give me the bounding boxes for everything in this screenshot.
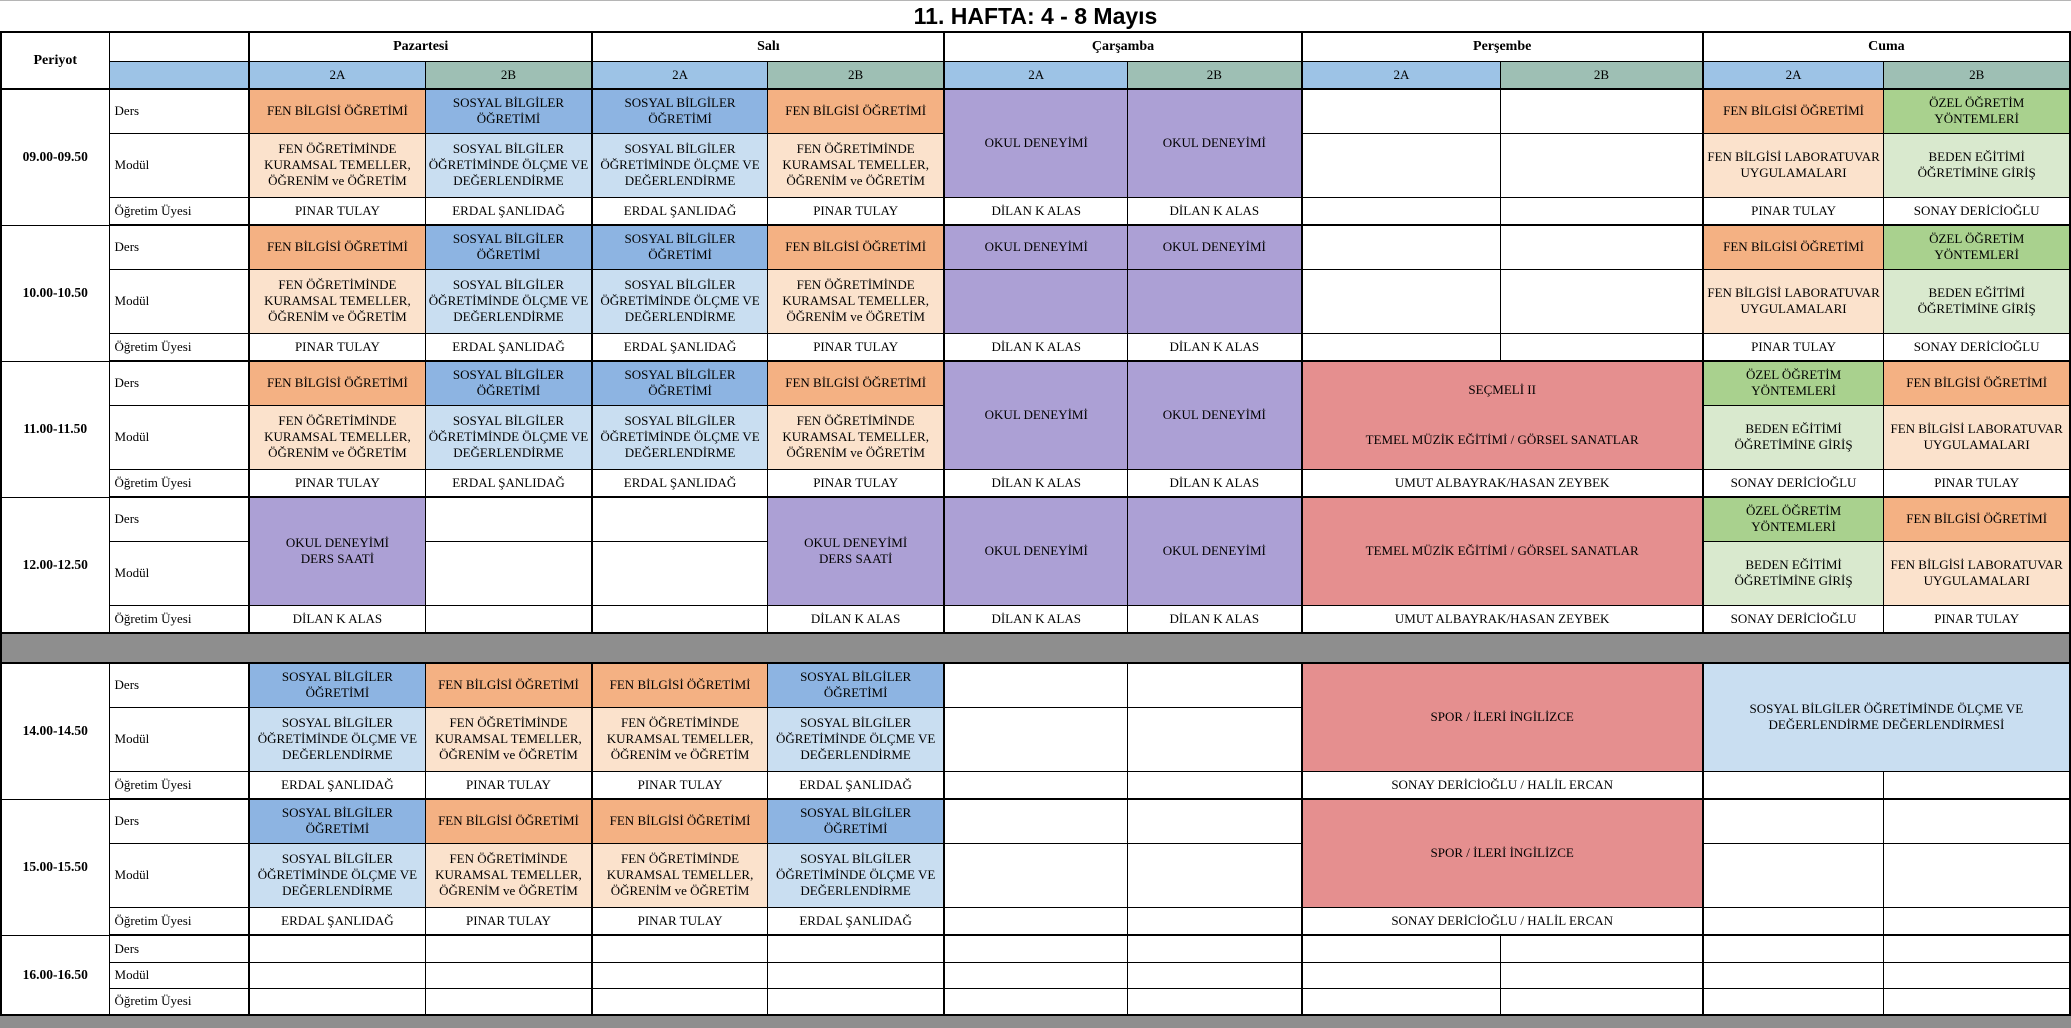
empty-cell — [1302, 333, 1501, 361]
ogretim-uyesi-row — [1, 469, 2070, 497]
empty-cell — [944, 843, 1127, 907]
course-cell: OKUL DENEYİMİ — [1128, 225, 1302, 269]
empty-cell — [1703, 799, 1884, 843]
class-header-2b: 2B — [425, 61, 592, 89]
empty-cell — [1501, 935, 1703, 962]
course-cell: SOSYAL BİLGİLER ÖĞRETİMİ — [249, 663, 425, 707]
empty-cell — [425, 541, 592, 605]
empty-cell — [425, 962, 592, 988]
empty-cell — [1501, 333, 1703, 361]
teacher-cell: ERDAL ŞANLIDAĞ — [425, 333, 592, 361]
time-cell: 10.00-10.50 — [1, 225, 109, 361]
empty-cell — [425, 497, 592, 541]
page-title: 11. HAFTA: 4 - 8 Mayıs — [0, 0, 2071, 31]
class-header-2b: 2B — [1501, 61, 1703, 89]
module-cell: SOSYAL BİLGİLER ÖĞRETİMİNDE ÖLÇME VE DEĞERLENDİRME — [592, 269, 767, 333]
ogretim-uyesi-row — [1, 907, 2070, 935]
teacher-cell: DİLAN K ALAS — [944, 333, 1127, 361]
empty-cell — [1703, 843, 1884, 907]
row-label-ogretim: Öğretim Üyesi — [109, 469, 249, 497]
module-cell: SOSYAL BİLGİLER ÖĞRETİMİNDE ÖLÇME VE DEĞERLENDİRME — [425, 133, 592, 197]
module-cell: SOSYAL BİLGİLER ÖĞRETİMİNDE ÖLÇME VE DEĞERLENDİRME — [249, 843, 425, 907]
module-cell: SOSYAL BİLGİLER ÖĞRETİMİNDE ÖLÇME VE DEĞERLENDİRME — [592, 405, 767, 469]
class-header-2b: 2B — [1884, 61, 2070, 89]
empty-cell — [767, 962, 944, 988]
course-cell: FEN BİLGİSİ ÖĞRETİMİ — [1884, 497, 2070, 541]
course-cell: FEN BİLGİSİ ÖĞRETİMİ — [767, 89, 944, 133]
module-cell: SOSYAL BİLGİLER ÖĞRETİMİNDE ÖLÇME VE DEĞERLENDİRME — [767, 707, 944, 771]
empty-cell — [1302, 935, 1501, 962]
teacher-cell: PINAR TULAY — [1703, 333, 1884, 361]
class-header-2a: 2A — [1703, 61, 1884, 89]
row-label-modul: Modül — [109, 133, 249, 197]
class-header-blank — [109, 61, 249, 89]
module-cell: FEN BİLGİSİ LABORATUVAR UYGULAMALARI — [1884, 405, 2070, 469]
course-cell: FEN BİLGİSİ ÖĞRETİMİ — [249, 361, 425, 405]
teacher-cell: ERDAL ŞANLIDAĞ — [767, 771, 944, 799]
teacher-cell: ERDAL ŞANLIDAĞ — [592, 469, 767, 497]
empty-cell — [592, 962, 767, 988]
course-cell: SOSYAL BİLGİLER ÖĞRETİMİ — [425, 225, 592, 269]
teacher-cell: UMUT ALBAYRAK/HASAN ZEYBEK — [1302, 469, 1703, 497]
row-label-ders: Ders — [109, 935, 249, 962]
teacher-cell: DİLAN K ALAS — [944, 197, 1127, 225]
module-cell: SOSYAL BİLGİLER ÖĞRETİMİNDE ÖLÇME VE DEĞERLENDİRME — [592, 133, 767, 197]
module-cell: SOSYAL BİLGİLER ÖĞRETİMİNDE ÖLÇME VE DEĞERLENDİRME — [425, 269, 592, 333]
teacher-cell: ERDAL ŞANLIDAĞ — [767, 907, 944, 935]
empty-cell — [249, 962, 425, 988]
course-cell: SOSYAL BİLGİLER ÖĞRETİMİ — [425, 89, 592, 133]
empty-cell — [1884, 907, 2070, 935]
empty-cell — [1703, 988, 1884, 1015]
course-cell: SOSYAL BİLGİLER ÖĞRETİMİ — [767, 799, 944, 843]
course-cell — [1302, 361, 1703, 469]
empty-cell — [1128, 935, 1302, 962]
row-label-modul: Modül — [109, 405, 249, 469]
ogretim-uyesi-row — [1, 605, 2070, 633]
modul-row — [1, 843, 2070, 907]
teacher-cell: ERDAL ŞANLIDAĞ — [592, 333, 767, 361]
course-cell: ÖZEL ÖĞRETİM YÖNTEMLERİ — [1884, 225, 2070, 269]
ogretim-uyesi-row — [1, 988, 2070, 1015]
course-cell: SOSYAL BİLGİLER ÖĞRETİMİ — [592, 361, 767, 405]
empty-cell — [944, 799, 1127, 843]
module-cell: FEN BİLGİSİ LABORATUVAR UYGULAMALARI — [1884, 541, 2070, 605]
empty-cell — [944, 988, 1127, 1015]
row-label-ogretim: Öğretim Üyesi — [109, 988, 249, 1015]
class-header-2b: 2B — [767, 61, 944, 89]
cell-line-1: SEÇMELİ II — [1468, 382, 1536, 398]
empty-cell — [592, 541, 767, 605]
row-label-ders: Ders — [109, 663, 249, 707]
course-cell: SOSYAL BİLGİLER ÖĞRETİMİ — [592, 225, 767, 269]
empty-cell — [425, 988, 592, 1015]
course-cell: SOSYAL BİLGİLER ÖĞRETİMİ — [425, 361, 592, 405]
course-cell: ÖZEL ÖĞRETİM YÖNTEMLERİ — [1884, 89, 2070, 133]
cell-line-2: DERS SAATİ — [300, 551, 375, 567]
teacher-cell: PINAR TULAY — [425, 771, 592, 799]
module-cell: FEN BİLGİSİ LABORATUVAR UYGULAMALARI — [1703, 133, 1884, 197]
empty-cell — [1501, 988, 1703, 1015]
ogretim-uyesi-row — [1, 333, 2070, 361]
corner-cell — [109, 32, 249, 61]
course-cell: FEN BİLGİSİ ÖĞRETİMİ — [1703, 89, 1884, 133]
empty-cell — [944, 269, 1127, 333]
empty-cell — [425, 935, 592, 962]
empty-cell — [1302, 962, 1501, 988]
empty-cell — [425, 605, 592, 633]
teacher-cell: ERDAL ŞANLIDAĞ — [425, 469, 592, 497]
empty-cell — [1302, 225, 1501, 269]
course-cell: FEN BİLGİSİ ÖĞRETİMİ — [592, 663, 767, 707]
module-cell: BEDEN EĞİTİMİ ÖĞRETİMİNE GİRİŞ — [1884, 133, 2070, 197]
modul-row — [1, 962, 2070, 988]
row-label-modul: Modül — [109, 707, 249, 771]
empty-cell — [1884, 988, 2070, 1015]
teacher-cell: DİLAN K ALAS — [944, 605, 1127, 633]
separator-band — [1, 633, 2070, 663]
class-header-2a: 2A — [592, 61, 767, 89]
teacher-cell: PINAR TULAY — [767, 197, 944, 225]
course-cell: FEN BİLGİSİ ÖĞRETİMİ — [249, 225, 425, 269]
teacher-cell: DİLAN K ALAS — [944, 469, 1127, 497]
module-cell: FEN ÖĞRETİMİNDE KURAMSAL TEMELLER, ÖĞRENİM ve ÖĞRETİM — [767, 405, 944, 469]
row-label-ders: Ders — [109, 361, 249, 405]
empty-cell — [944, 935, 1127, 962]
empty-cell — [1501, 269, 1703, 333]
day-header-sali: Salı — [592, 32, 944, 61]
course-cell: OKUL DENEYİMİ — [944, 361, 1127, 469]
teacher-cell: SONAY DERİCİOĞLU / HALİL ERCAN — [1302, 907, 1703, 935]
empty-cell — [944, 962, 1127, 988]
row-label-ogretim: Öğretim Üyesi — [109, 333, 249, 361]
teacher-cell: DİLAN K ALAS — [767, 605, 944, 633]
module-cell: FEN ÖĞRETİMİNDE KURAMSAL TEMELLER, ÖĞRENİM ve ÖĞRETİM — [249, 133, 425, 197]
time-cell: 09.00-09.50 — [1, 89, 109, 225]
empty-cell — [1501, 225, 1703, 269]
empty-cell — [1128, 269, 1302, 333]
course-cell: OKUL DENEYİMİ — [944, 225, 1127, 269]
day-header-row — [1, 32, 2070, 61]
empty-cell — [1703, 907, 1884, 935]
empty-cell — [592, 988, 767, 1015]
empty-cell — [1128, 771, 1302, 799]
course-cell: SOSYAL BİLGİLER ÖĞRETİMİNDE ÖLÇME VE DEĞERLENDİRME DEĞERLENDİRMESİ — [1703, 663, 2070, 771]
ders-row — [1, 225, 2070, 269]
course-cell — [767, 497, 944, 605]
empty-cell — [592, 935, 767, 962]
lunch-separator-row — [1, 633, 2070, 663]
cell-line-1: OKUL DENEYİMİ — [804, 535, 908, 551]
teacher-cell: DİLAN K ALAS — [249, 605, 425, 633]
module-cell: FEN ÖĞRETİMİNDE KURAMSAL TEMELLER, ÖĞRENİM ve ÖĞRETİM — [592, 843, 767, 907]
class-header-2a: 2A — [1302, 61, 1501, 89]
ders-row — [1, 799, 2070, 843]
teacher-cell: SONAY DERİCİOĞLU — [1703, 469, 1884, 497]
day-header-cuma: Cuma — [1703, 32, 2070, 61]
teacher-cell: SONAY DERİCİOĞLU — [1703, 605, 1884, 633]
cell-line-2: TEMEL MÜZİK EĞİTİMİ / GÖRSEL SANATLAR — [1365, 432, 1639, 448]
empty-cell — [1501, 962, 1703, 988]
empty-cell — [1302, 988, 1501, 1015]
teacher-cell: PINAR TULAY — [767, 469, 944, 497]
course-cell: FEN BİLGİSİ ÖĞRETİMİ — [425, 799, 592, 843]
class-header-2a: 2A — [944, 61, 1127, 89]
ders-row — [1, 361, 2070, 405]
empty-cell — [1703, 962, 1884, 988]
module-cell: SOSYAL BİLGİLER ÖĞRETİMİNDE ÖLÇME VE DEĞERLENDİRME — [767, 843, 944, 907]
empty-cell — [1884, 843, 2070, 907]
course-cell: OKUL DENEYİMİ — [1128, 361, 1302, 469]
empty-cell — [249, 988, 425, 1015]
day-header-persembe: Perşembe — [1302, 32, 1703, 61]
module-cell: BEDEN EĞİTİMİ ÖĞRETİMİNE GİRİŞ — [1884, 269, 2070, 333]
empty-cell — [944, 663, 1127, 707]
empty-cell — [1703, 771, 1884, 799]
course-cell: SOSYAL BİLGİLER ÖĞRETİMİ — [767, 663, 944, 707]
empty-cell — [944, 771, 1127, 799]
empty-cell — [1128, 707, 1302, 771]
empty-cell — [1501, 89, 1703, 133]
empty-cell — [1501, 133, 1703, 197]
empty-cell — [1884, 962, 2070, 988]
empty-cell — [944, 707, 1127, 771]
teacher-cell: DİLAN K ALAS — [1128, 197, 1302, 225]
bottom-gray-strip — [0, 1016, 2071, 1028]
empty-cell — [592, 605, 767, 633]
teacher-cell: PINAR TULAY — [249, 333, 425, 361]
module-cell: BEDEN EĞİTİMİ ÖĞRETİMİNE GİRİŞ — [1703, 541, 1884, 605]
module-cell: FEN ÖĞRETİMİNDE KURAMSAL TEMELLER, ÖĞRENİM ve ÖĞRETİM — [767, 133, 944, 197]
ders-row — [1, 89, 2070, 133]
teacher-cell: DİLAN K ALAS — [1128, 333, 1302, 361]
empty-cell — [1128, 663, 1302, 707]
module-cell: SOSYAL BİLGİLER ÖĞRETİMİNDE ÖLÇME VE DEĞERLENDİRME — [249, 707, 425, 771]
course-cell: FEN BİLGİSİ ÖĞRETİMİ — [425, 663, 592, 707]
empty-cell — [1884, 799, 2070, 843]
row-label-modul: Modül — [109, 269, 249, 333]
row-label-modul: Modül — [109, 541, 249, 605]
course-cell: SOSYAL BİLGİLER ÖĞRETİMİ — [249, 799, 425, 843]
empty-cell — [767, 988, 944, 1015]
modul-row — [1, 269, 2070, 333]
row-label-ogretim: Öğretim Üyesi — [109, 771, 249, 799]
empty-cell — [1128, 907, 1302, 935]
course-cell: OKUL DENEYİMİ — [944, 89, 1127, 197]
course-cell: OKUL DENEYİMİ — [1128, 497, 1302, 605]
cell-line-1: OKUL DENEYİMİ — [285, 535, 389, 551]
ders-row — [1, 663, 2070, 707]
course-cell: SPOR / İLERİ İNGİLİZCE — [1302, 663, 1703, 771]
empty-cell — [249, 935, 425, 962]
teacher-cell: SONAY DERİCİOĞLU / HALİL ERCAN — [1302, 771, 1703, 799]
course-cell: FEN BİLGİSİ ÖĞRETİMİ — [1703, 225, 1884, 269]
course-cell: TEMEL MÜZİK EĞİTİMİ / GÖRSEL SANATLAR — [1302, 497, 1703, 605]
row-label-ders: Ders — [109, 89, 249, 133]
module-cell: FEN ÖĞRETİMİNDE KURAMSAL TEMELLER, ÖĞRENİM ve ÖĞRETİM — [249, 405, 425, 469]
teacher-cell: ERDAL ŞANLIDAĞ — [249, 771, 425, 799]
class-header-row — [1, 61, 2070, 89]
teacher-cell: SONAY DERİCİOĞLU — [1884, 333, 2070, 361]
teacher-cell: PINAR TULAY — [1884, 605, 2070, 633]
time-cell: 12.00-12.50 — [1, 497, 109, 633]
course-cell: FEN BİLGİSİ ÖĞRETİMİ — [767, 225, 944, 269]
course-cell: FEN BİLGİSİ ÖĞRETİMİ — [767, 361, 944, 405]
empty-cell — [592, 497, 767, 541]
module-cell: FEN ÖĞRETİMİNDE KURAMSAL TEMELLER, ÖĞRENİM ve ÖĞRETİM — [425, 843, 592, 907]
empty-cell — [1128, 799, 1302, 843]
module-cell: BEDEN EĞİTİMİ ÖĞRETİMİNE GİRİŞ — [1703, 405, 1884, 469]
teacher-cell: DİLAN K ALAS — [1128, 469, 1302, 497]
empty-cell — [1302, 89, 1501, 133]
course-cell: FEN BİLGİSİ ÖĞRETİMİ — [592, 799, 767, 843]
empty-cell — [1501, 197, 1703, 225]
ders-row — [1, 935, 2070, 962]
teacher-cell: PINAR TULAY — [592, 771, 767, 799]
empty-cell — [1884, 935, 2070, 962]
ders-row — [1, 497, 2070, 541]
module-cell: SOSYAL BİLGİLER ÖĞRETİMİNDE ÖLÇME VE DEĞERLENDİRME — [425, 405, 592, 469]
time-cell: 15.00-15.50 — [1, 799, 109, 935]
teacher-cell: PINAR TULAY — [1703, 197, 1884, 225]
teacher-cell: DİLAN K ALAS — [1128, 605, 1302, 633]
teacher-cell: ERDAL ŞANLIDAĞ — [592, 197, 767, 225]
class-header-2a: 2A — [249, 61, 425, 89]
course-cell: OKUL DENEYİMİ — [944, 497, 1127, 605]
time-cell: 11.00-11.50 — [1, 361, 109, 497]
module-cell: FEN ÖĞRETİMİNDE KURAMSAL TEMELLER, ÖĞRENİM ve ÖĞRETİM — [767, 269, 944, 333]
teacher-cell: PINAR TULAY — [767, 333, 944, 361]
empty-cell — [1302, 197, 1501, 225]
teacher-cell: ERDAL ŞANLIDAĞ — [249, 907, 425, 935]
row-label-ogretim: Öğretim Üyesi — [109, 197, 249, 225]
teacher-cell: UMUT ALBAYRAK/HASAN ZEYBEK — [1302, 605, 1703, 633]
course-cell: OKUL DENEYİMİ — [1128, 89, 1302, 197]
empty-cell — [1703, 935, 1884, 962]
teacher-cell: PINAR TULAY — [249, 469, 425, 497]
row-label-ders: Ders — [109, 799, 249, 843]
module-cell: FEN ÖĞRETİMİNDE KURAMSAL TEMELLER, ÖĞRENİM ve ÖĞRETİM — [592, 707, 767, 771]
time-cell: 16.00-16.50 — [1, 935, 109, 1015]
row-label-ogretim: Öğretim Üyesi — [109, 605, 249, 633]
empty-cell — [1128, 962, 1302, 988]
day-header-pazartesi: Pazartesi — [249, 32, 592, 61]
row-label-modul: Modül — [109, 962, 249, 988]
ogretim-uyesi-row — [1, 197, 2070, 225]
row-label-ders: Ders — [109, 497, 249, 541]
teacher-cell: PINAR TULAY — [1884, 469, 2070, 497]
teacher-cell: PINAR TULAY — [425, 907, 592, 935]
cell-line-2: DERS SAATİ — [818, 551, 893, 567]
module-cell: FEN ÖĞRETİMİNDE KURAMSAL TEMELLER, ÖĞRENİM ve ÖĞRETİM — [425, 707, 592, 771]
course-cell: SPOR / İLERİ İNGİLİZCE — [1302, 799, 1703, 907]
teacher-cell: PINAR TULAY — [592, 907, 767, 935]
row-label-modul: Modül — [109, 843, 249, 907]
teacher-cell: SONAY DERİCİOĞLU — [1884, 197, 2070, 225]
ogretim-uyesi-row — [1, 771, 2070, 799]
empty-cell — [944, 907, 1127, 935]
empty-cell — [1302, 133, 1501, 197]
row-label-ogretim: Öğretim Üyesi — [109, 907, 249, 935]
teacher-cell: ERDAL ŞANLIDAĞ — [425, 197, 592, 225]
time-cell: 14.00-14.50 — [1, 663, 109, 799]
empty-cell — [1884, 771, 2070, 799]
schedule-table — [0, 31, 2071, 1016]
class-header-2b: 2B — [1128, 61, 1302, 89]
day-header-carsamba: Çarşamba — [944, 32, 1301, 61]
empty-cell — [767, 935, 944, 962]
empty-cell — [1128, 988, 1302, 1015]
course-cell: FEN BİLGİSİ ÖĞRETİMİ — [249, 89, 425, 133]
course-cell: ÖZEL ÖĞRETİM YÖNTEMLERİ — [1703, 361, 1884, 405]
empty-cell — [1128, 843, 1302, 907]
course-cell: ÖZEL ÖĞRETİM YÖNTEMLERİ — [1703, 497, 1884, 541]
course-cell — [249, 497, 425, 605]
teacher-cell: PINAR TULAY — [249, 197, 425, 225]
course-cell: FEN BİLGİSİ ÖĞRETİMİ — [1884, 361, 2070, 405]
period-column-header: Periyot — [1, 32, 109, 89]
row-label-ders: Ders — [109, 225, 249, 269]
module-cell: FEN BİLGİSİ LABORATUVAR UYGULAMALARI — [1703, 269, 1884, 333]
course-cell: SOSYAL BİLGİLER ÖĞRETİMİ — [592, 89, 767, 133]
empty-cell — [1302, 269, 1501, 333]
module-cell: FEN ÖĞRETİMİNDE KURAMSAL TEMELLER, ÖĞRENİM ve ÖĞRETİM — [249, 269, 425, 333]
